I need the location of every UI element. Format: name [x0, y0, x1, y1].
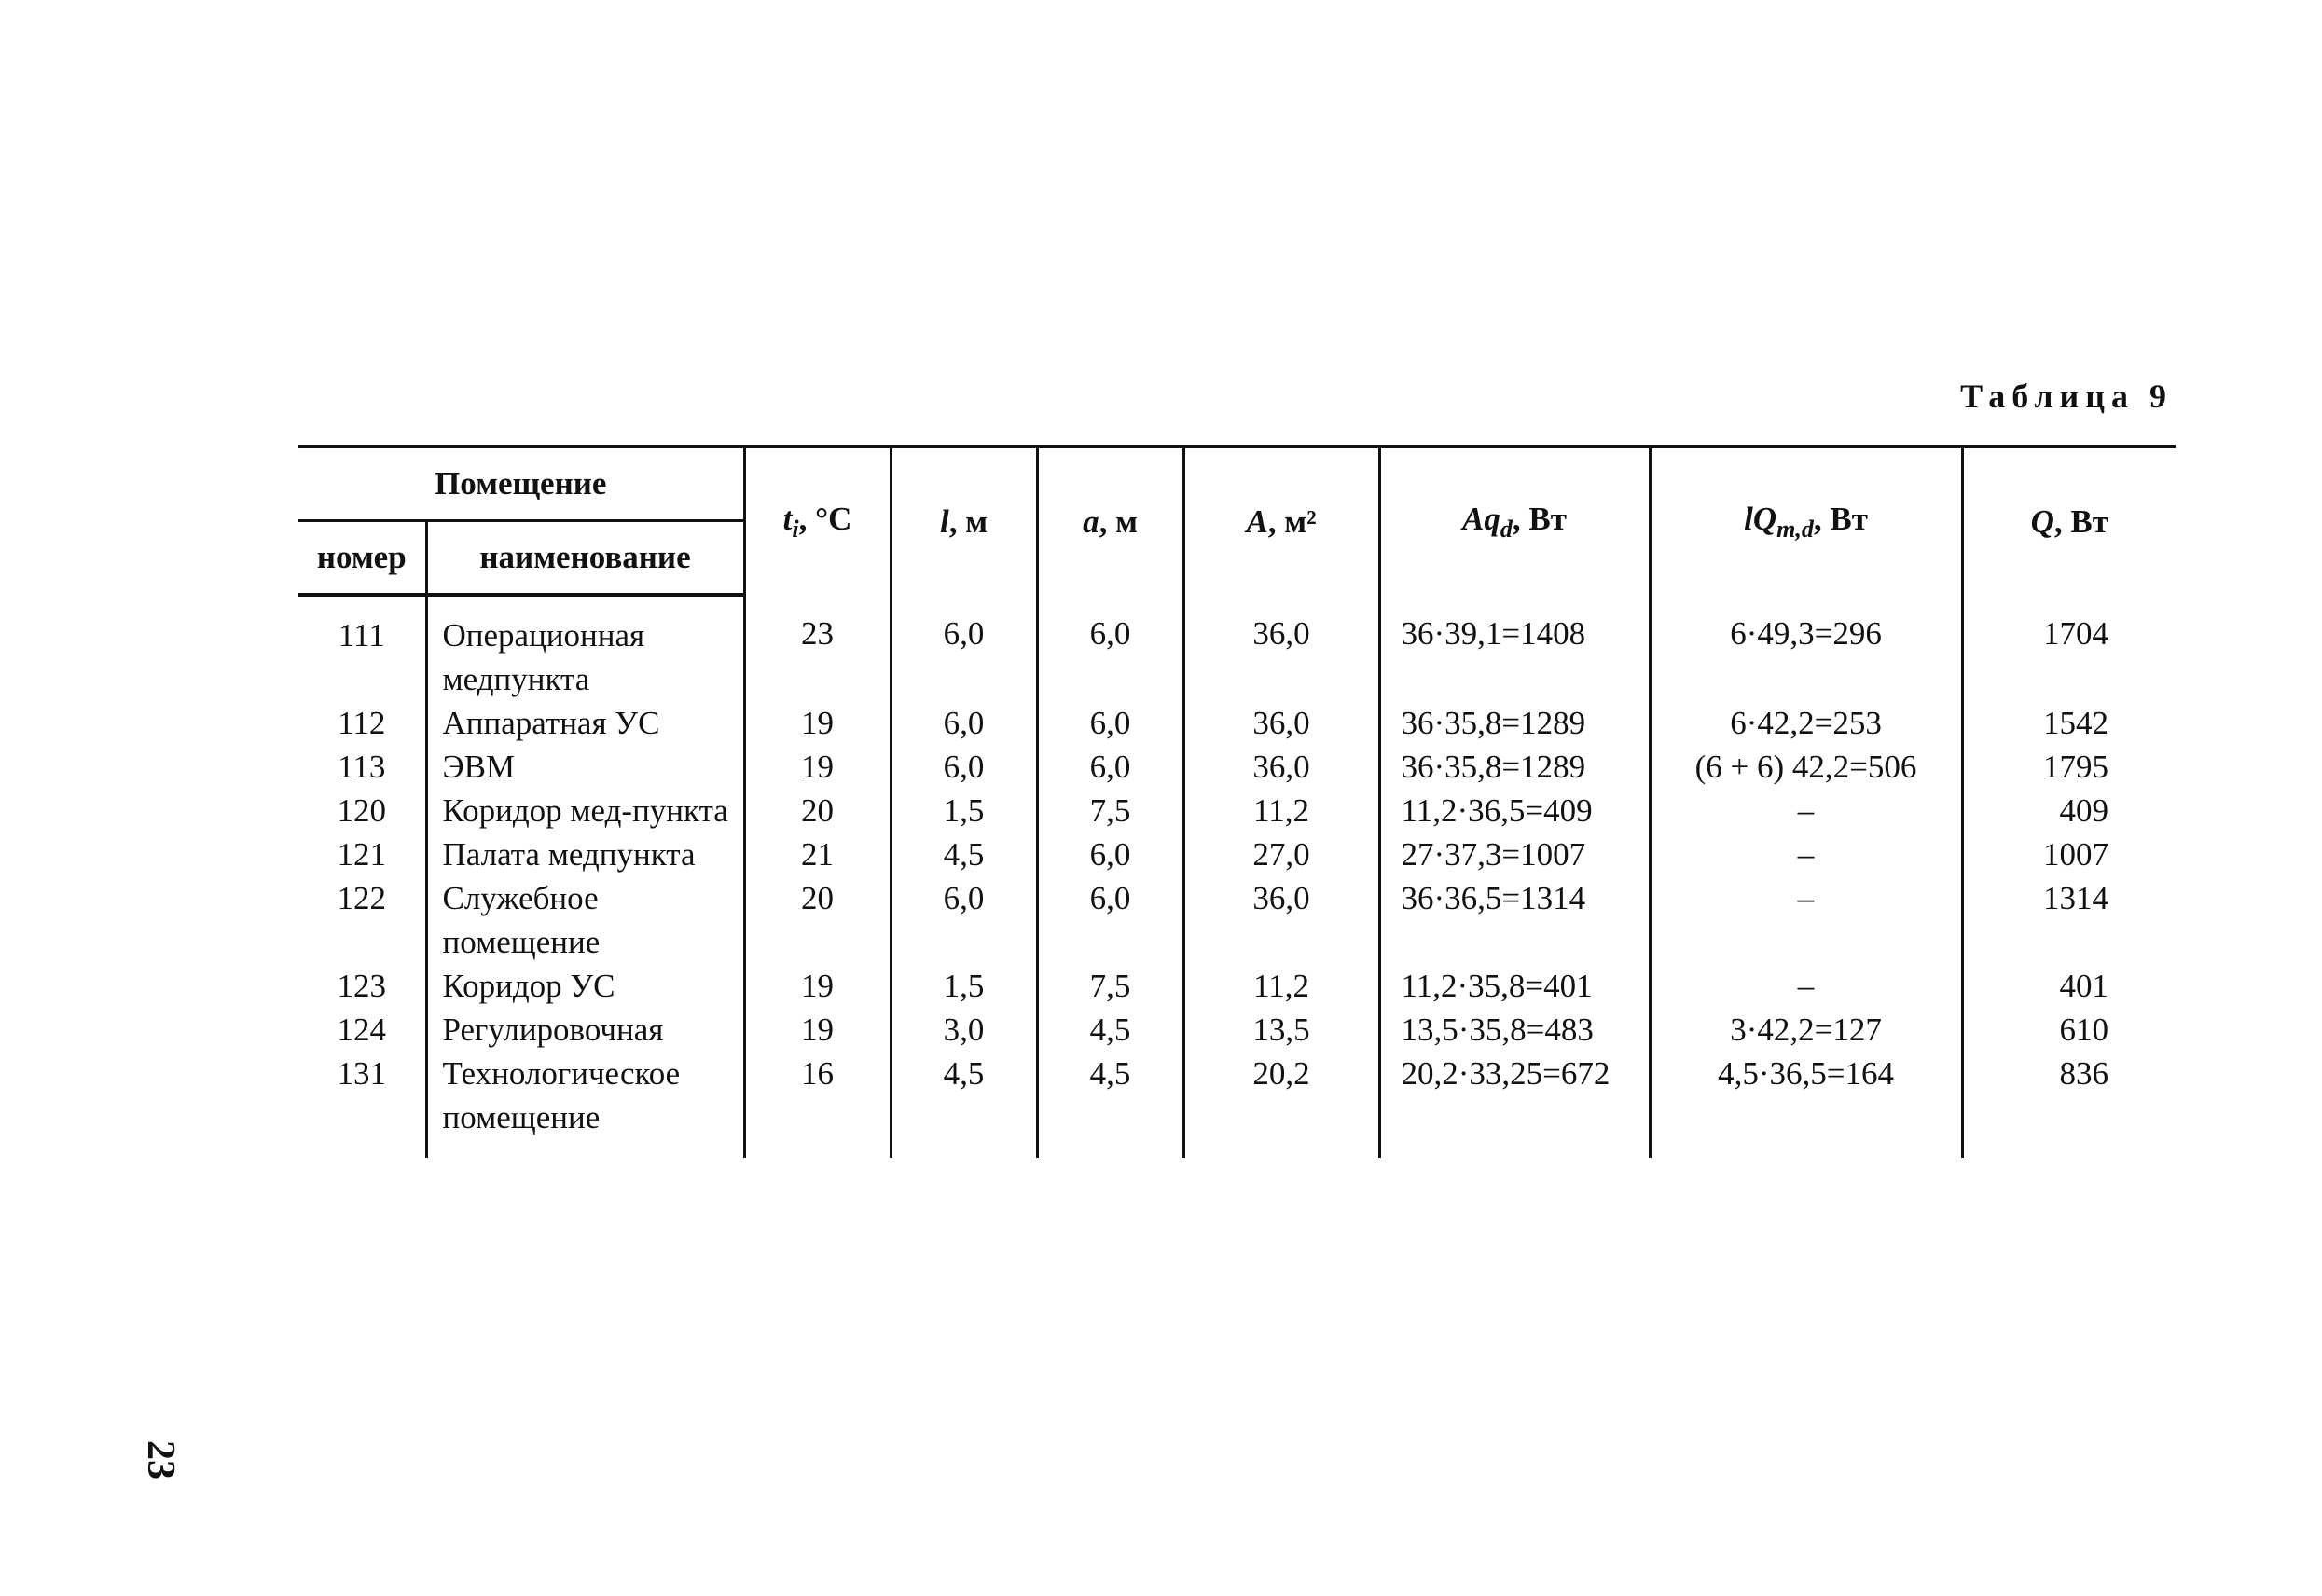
cell-q: 610	[1962, 1008, 2176, 1052]
cell-ti: 19	[744, 964, 891, 1008]
cell-ti: 19	[744, 745, 891, 789]
cell-q: 1007	[1962, 832, 2176, 876]
cell-l: 4,5	[891, 1052, 1037, 1158]
cell-lqmd: –	[1650, 964, 1962, 1008]
cell-num: 121	[298, 832, 426, 876]
cell-lqmd: 3·42,2=127	[1650, 1008, 1962, 1052]
cell-num: 124	[298, 1008, 426, 1052]
header-row	[298, 447, 2176, 521]
cell-a: 4,5	[1037, 1052, 1183, 1158]
cell-l: 6,0	[891, 701, 1037, 745]
cell-num: 131	[298, 1052, 426, 1158]
cell-a: 6,0	[1037, 832, 1183, 876]
cell-a: 36,0	[1183, 876, 1379, 964]
cell-q: 1795	[1962, 745, 2176, 789]
header-room-group: Помещение	[298, 447, 744, 521]
cell-ti: 19	[744, 1008, 891, 1052]
table-row	[298, 595, 2176, 701]
cell-aqd: 36·35,8=1289	[1379, 745, 1650, 789]
table-row	[298, 789, 2176, 832]
cell-aqd: 36·35,8=1289	[1379, 701, 1650, 745]
cell-name: Палата медпункта	[426, 832, 744, 876]
cell-a: 11,2	[1183, 964, 1379, 1008]
cell-num: 123	[298, 964, 426, 1008]
cell-num: 122	[298, 876, 426, 964]
table-row	[298, 964, 2176, 1008]
cell-a: 36,0	[1183, 745, 1379, 789]
cell-q: 401	[1962, 964, 2176, 1008]
cell-a: 13,5	[1183, 1008, 1379, 1052]
cell-q: 1314	[1962, 876, 2176, 964]
table-row	[298, 745, 2176, 789]
cell-aqd: 11,2·35,8=401	[1379, 964, 1650, 1008]
cell-name: ЭВМ	[426, 745, 744, 789]
table-row	[298, 701, 2176, 745]
header-lqmd: $lQ_{m,d}$, Вт	[1650, 447, 1962, 595]
table-row	[298, 832, 2176, 876]
cell-num: 120	[298, 789, 426, 832]
heat-loss-table	[298, 445, 2176, 1158]
cell-l: 3,0	[891, 1008, 1037, 1052]
cell-aqd: 36·39,1=1408	[1379, 595, 1650, 701]
cell-ti: 20	[744, 789, 891, 832]
cell-a: 4,5	[1037, 1008, 1183, 1052]
header-number: номер	[298, 521, 426, 596]
cell-ti: 21	[744, 832, 891, 876]
cell-aqd: 13,5·35,8=483	[1379, 1008, 1650, 1052]
cell-lqmd: –	[1650, 789, 1962, 832]
header-name: наименование	[426, 521, 744, 596]
cell-ti: 20	[744, 876, 891, 964]
cell-a: 7,5	[1037, 789, 1183, 832]
cell-ti: 19	[744, 701, 891, 745]
cell-q: 1542	[1962, 701, 2176, 745]
table-row	[298, 1052, 2176, 1158]
cell-l: 6,0	[891, 745, 1037, 789]
cell-name: Служебное помещение	[426, 876, 744, 964]
header-aqd: $Aq_d$, Вт	[1379, 447, 1650, 595]
header-q: Q, Вт	[1962, 447, 2176, 595]
cell-lqmd: 4,5·36,5=164	[1650, 1052, 1962, 1158]
cell-name: Аппаратная УС	[426, 701, 744, 745]
cell-a: 7,5	[1037, 964, 1183, 1008]
cell-aqd: 20,2·33,25=672	[1379, 1052, 1650, 1158]
cell-name: Коридор мед-пункта	[426, 789, 744, 832]
cell-q: 1704	[1962, 595, 2176, 701]
table-row	[298, 876, 2176, 964]
cell-a: 36,0	[1183, 701, 1379, 745]
cell-aqd: 27·37,3=1007	[1379, 832, 1650, 876]
cell-q: 409	[1962, 789, 2176, 832]
cell-q: 836	[1962, 1052, 2176, 1158]
header-width: a, м	[1037, 447, 1183, 595]
cell-l: 6,0	[891, 876, 1037, 964]
cell-lqmd: (6 + 6) 42,2=506	[1650, 745, 1962, 789]
cell-ti: 16	[744, 1052, 891, 1158]
cell-l: 6,0	[891, 595, 1037, 701]
cell-a: 6,0	[1037, 745, 1183, 789]
table-row	[298, 1008, 2176, 1052]
cell-l: 1,5	[891, 964, 1037, 1008]
cell-ti: 23	[744, 595, 891, 701]
cell-a: 27,0	[1183, 832, 1379, 876]
cell-num: 111	[298, 595, 426, 701]
cell-a: 36,0	[1183, 595, 1379, 701]
cell-a: 20,2	[1183, 1052, 1379, 1158]
table-body	[298, 595, 2176, 1158]
cell-aqd: 11,2·36,5=409	[1379, 789, 1650, 832]
cell-lqmd: 6·49,3=296	[1650, 595, 1962, 701]
cell-name: Коридор УС	[426, 964, 744, 1008]
cell-a: 11,2	[1183, 789, 1379, 832]
cell-l: 4,5	[891, 832, 1037, 876]
header-area: A, м²	[1183, 447, 1379, 595]
cell-aqd: 36·36,5=1314	[1379, 876, 1650, 964]
cell-lqmd: 6·42,2=253	[1650, 701, 1962, 745]
cell-num: 113	[298, 745, 426, 789]
cell-name: Технологическое помещение	[426, 1052, 744, 1158]
cell-name: Регулировочная	[426, 1008, 744, 1052]
cell-num: 112	[298, 701, 426, 745]
page-number: 23	[139, 1440, 182, 1479]
cell-a: 6,0	[1037, 701, 1183, 745]
cell-l: 1,5	[891, 789, 1037, 832]
cell-a: 6,0	[1037, 876, 1183, 964]
cell-lqmd: –	[1650, 876, 1962, 964]
cell-lqmd: –	[1650, 832, 1962, 876]
header-ti: $t_i$, °С	[744, 447, 891, 595]
cell-name: Операционная медпункта	[426, 595, 744, 701]
cell-a: 6,0	[1037, 595, 1183, 701]
header-length: l, м	[891, 447, 1037, 595]
table-caption: Таблица 9	[1960, 378, 2173, 415]
